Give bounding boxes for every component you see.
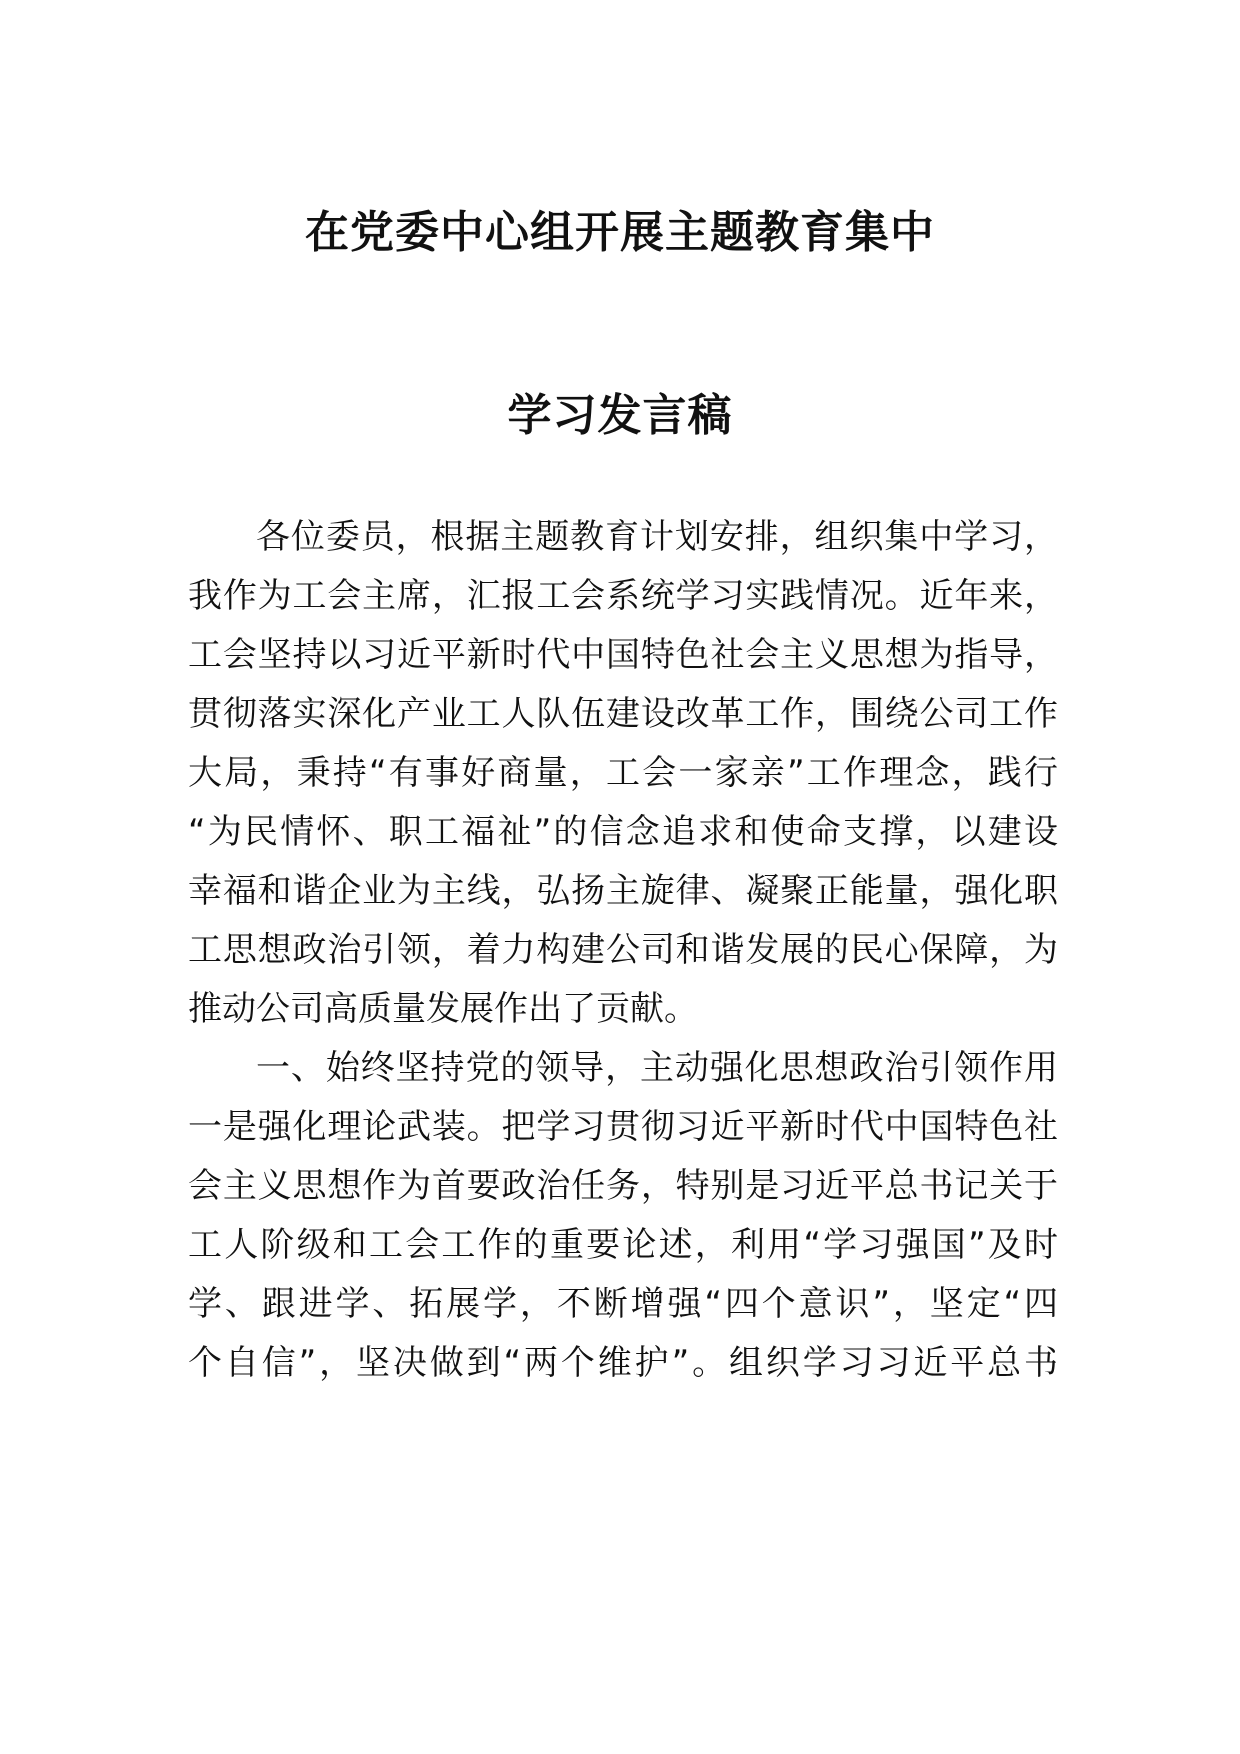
body-line-9: 推动公司高质量发展作出了贡献。 [188,989,698,1029]
body-line-12: 会主义思想作为首要政治任务，特别是习近平总书记关于 [188,1166,1058,1206]
body-line-3: 工会坚持以习近平新时代中国特色社会主义思想为指导， [188,635,1058,675]
body-line-5: 大局，秉持“有事好商量，工会一家亲”工作理念，践行 [188,753,1058,793]
document-title-line-2: 学习发言稿 [507,390,733,441]
body-line-7: 幸福和谐企业为主线，弘扬主旋律、凝聚正能量，强化职 [188,871,1058,911]
body-line-2: 我作为工会主席，汇报工会系统学习实践情况。近年来， [188,576,1058,616]
body-line-8: 工思想政治引领，着力构建公司和谐发展的民心保障，为 [188,930,1058,970]
section-heading-1: 一、始终坚持党的领导，主动强化思想政治引领作用 [256,1048,1058,1088]
body-line-14: 学、跟进学、拓展学，不断增强“四个意识”，坚定“四 [188,1284,1058,1324]
body-line-11: 一是强化理论武装。把学习贯彻习近平新时代中国特色社 [188,1107,1058,1147]
document-title-line-1: 在党委中心组开展主题教育集中 [305,207,935,258]
body-line-4: 贯彻落实深化产业工人队伍建设改革工作，围绕公司工作 [188,694,1058,734]
body-line-15: 个自信”，坚决做到“两个维护”。组织学习习近平总书 [188,1343,1058,1383]
body-line-6: “为民情怀、职工福祉”的信念追求和使命支撑，以建设 [188,812,1058,852]
body-line-1: 各位委员，根据主题教育计划安排，组织集中学习， [256,517,1058,557]
body-line-13: 工人阶级和工会工作的重要论述，利用“学习强国”及时 [188,1225,1058,1265]
